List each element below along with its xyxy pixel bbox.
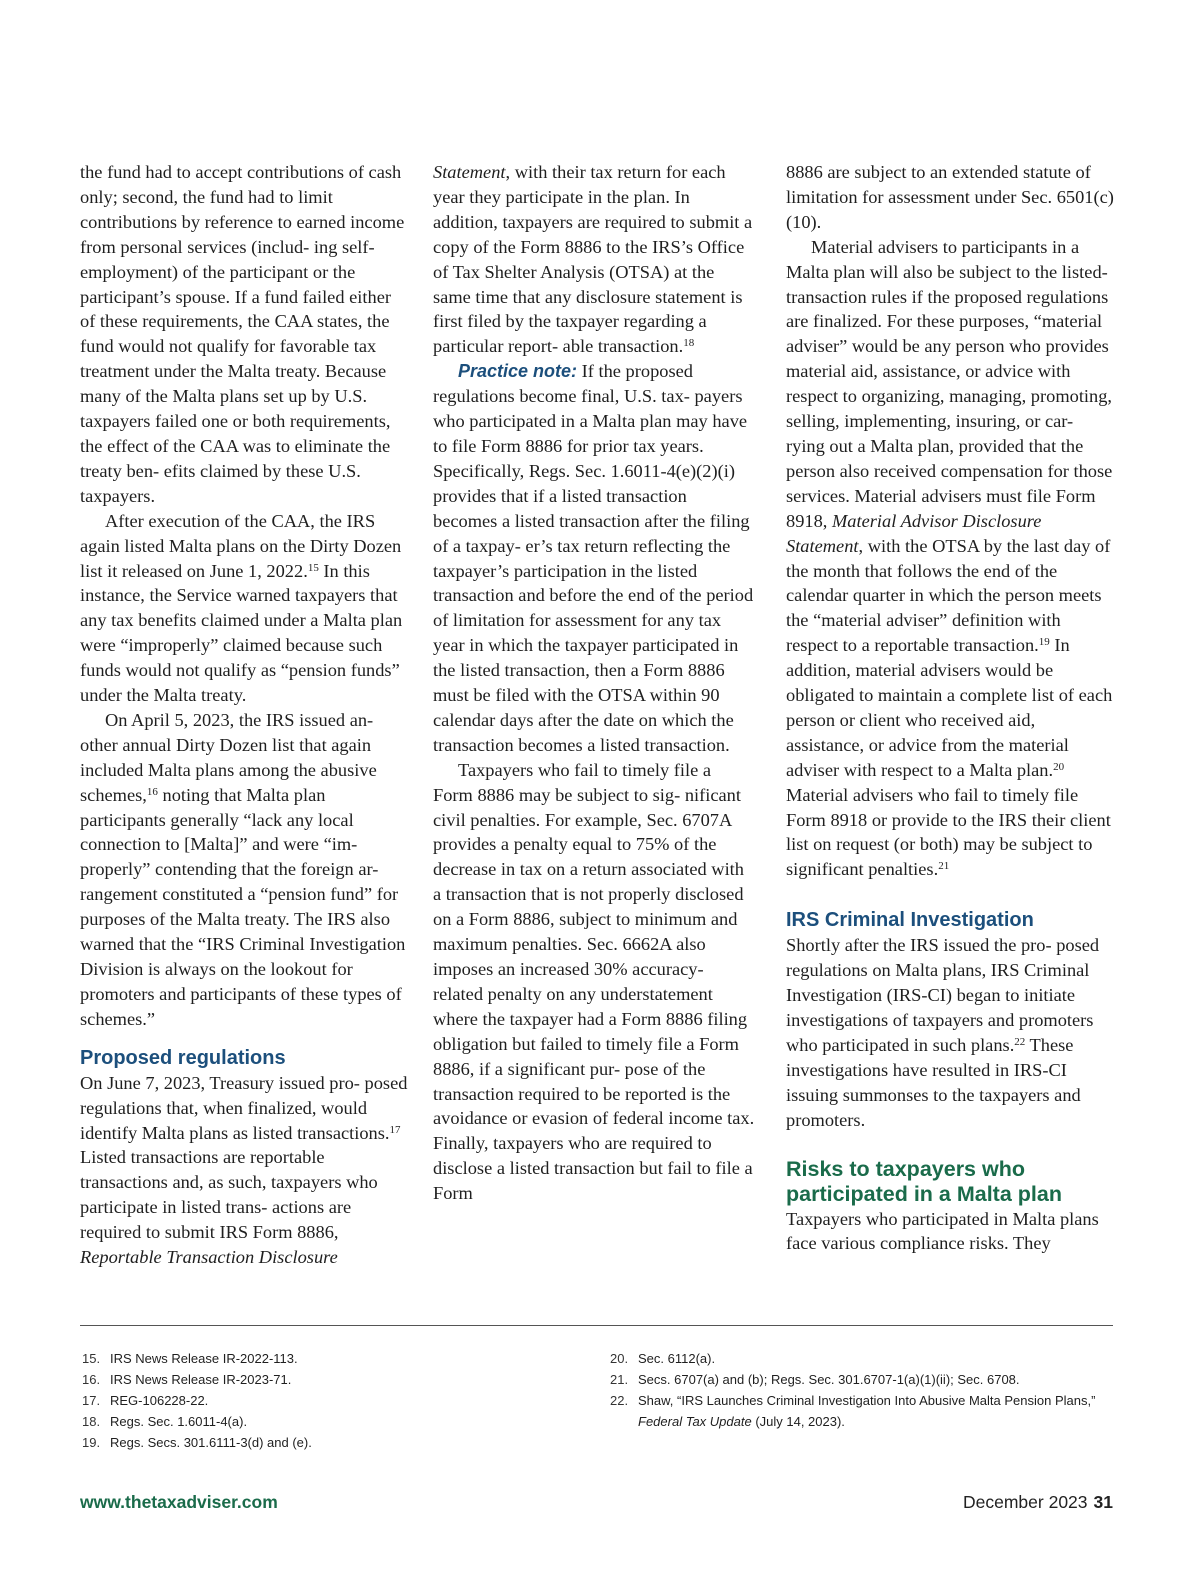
paragraph: the fund had to accept contributions of cash only; second, the fund had to limit contributions by reference to earned income from personal services (includ- ing self-employment) of the participant or the participant’s spouse. If a fund failed either of these requirements, the CAA states, the fund would not qualify for favorable tax treatment under the Malta treaty. Because many of the Malta plans set up by U.S. taxpayers failed one or both requirements, the effect of the CAA was to eliminate the treaty ben- efits claimed by these U.S. taxpayers. xyxy=(80,162,405,506)
column-3 xyxy=(786,160,1116,1256)
footnote-ref[interactable]: 22 xyxy=(1014,1035,1026,1048)
footnote-ref[interactable]: 19 xyxy=(1038,636,1050,649)
heading-risks-to-taxpayers: Risks to taxpayers who participated in a Malta plan xyxy=(786,1156,1062,1206)
footnotes-right xyxy=(610,1348,1115,1432)
practice-note-label: Practice note: xyxy=(458,361,578,382)
paragraph: Taxpayers who fail to timely file a Form 8886 may be subject to sig- nificant civil penalties. For example, Sec. 6707A provides a penalty equal to 75% of the decrease in tax on a return associated with a transaction that is not properly disclosed on a Form 8886, subject to minimum and maximum penalties. Sec. 6662A also imposes an increased 30% accuracy- related penalty on any understatement where the taxpayer had a Form 8886 filing obligation but failed to timely file a Form 8886, if a significant pur- pose of the transaction required to be reported is the avoidance or evasion of federal income tax. Finally, taxpayers who are required to disclose a listed transaction but fail to file a Form xyxy=(433,759,755,1204)
paragraph: On June 7, 2023, Treasury issued pro- posed regulations that, when finalized, would identify Malta plans as listed transactions.$^{17}$ Listed transactions are reportable transactions and, as such, taxpayers who participate in listed trans- actions are required to submit IRS Form 8886, Reportable Transaction Disclosure xyxy=(80,1072,408,1268)
paragraph: After execution of the CAA, the IRS again listed Malta plans on the Dirty Dozen list it released on June 1, 2022.15 In this instance, the Service warned taxpayers that any tax benefits claimed under a Malta plan were “improperly” claimed because such funds would not qualify as “pension funds” under the Malta treaty. xyxy=(80,510,403,706)
paragraph-practice-note: Practice note: If the proposed regulations become final, U.S. tax- payers who participated in a Malta plan may have to file Form 8886 for prior tax years. Specifically, Regs. Sec. 1.6011-4(e)(2)(i) provides that if a listed transaction becomes a listed transaction after the filing of a taxpay- er’s tax return reflecting the taxpayer’s participation in the listed transaction and before the end of the period of limitation for assessment for any tax year in which the taxpayer participated in the listed transaction, then a Form 8886 must be filed with the OTSA within 90 calendar days after the date on which the transaction becomes a listed transaction. xyxy=(433,361,754,755)
paragraph: On April 5, 2023, the IRS issued an- other annual Dirty Dozen list that again included Malta plans among the abusive schemes,$^{16}$ noting that Malta plan participants generally “lack any local connection to [Malta]” and were “im- properly” contending that the foreign ar- rangement constituted a “pension fund” for purposes of the Malta treaty. The IRS also warned that the “IRS Criminal Investigation Division is always on the lookout for promoters and participants of these types of schemes.” xyxy=(80,709,406,1029)
paragraph: Material advisers to participants in a Malta plan will also be subject to the listed-transaction rules if the proposed regulations are finalized. For these purposes, “material adviser” would be any person who provides material aid, assistance, or advice with respect to organizing, managing, promoting, selling, implementing, insuring, or car- rying out a Malta plan, provided that the person also received compensation for those services. Material advisers must file Form 8918, Material Advisor Disclosure Statement, with the OTSA by the last day of the month that follows the end of the calendar quarter in which the person meets the “material adviser” definition with respect to a reportable transaction.$^{19}$ In addition, material advisers would be obligated to maintain a complete list of each person or client who received aid, assistance, or advice from the material adviser with respect to a Malta plan.$^{20}$ Material advisers who fail to timely file Form 8918 or provide to the IRS their client list on request (or both) may be subject to significant penalties.$^{21}$ xyxy=(786,236,1113,880)
paragraph: Taxpayers who participated in Malta plans face various compliance risks. They xyxy=(786,1208,1099,1254)
page-number: 31 xyxy=(1093,1492,1113,1512)
footnote-ref[interactable]: 18 xyxy=(683,337,695,350)
footnote: 20. Sec. 6112(a). xyxy=(610,1351,716,1366)
heading-irs-criminal-investigation: IRS Criminal Investigation xyxy=(786,909,1034,932)
footnote-divider xyxy=(80,1325,1113,1326)
footnote: 17. REG-106228-22. xyxy=(82,1393,209,1408)
column-2 xyxy=(433,160,755,1206)
footnote: 19. Regs. Secs. 301.6111-3(d) and (e). xyxy=(82,1435,312,1450)
page-info xyxy=(963,1492,1113,1513)
footnotes-left xyxy=(82,1348,542,1453)
paragraph: Statement, with their tax return for each year they participate in the plan. In addition, taxpayers are required to submit a copy of the Form 8886 to the IRS’s Office of Tax Shelter Analysis (OTSA) at the same time that any disclosure statement is first filed by the taxpayer regarding a particular report- able transaction.$^{18}$ xyxy=(433,162,753,357)
footnote-ref[interactable]: 17 xyxy=(389,1123,401,1136)
issue-date: December 2023 xyxy=(963,1492,1088,1512)
paragraph: 8886 are subject to an extended statute of limitation for assessment under Sec. 6501(c)(10). xyxy=(786,162,1114,232)
footnote: 15. IRS News Release IR-2022-113. xyxy=(82,1351,298,1366)
footnote-ref[interactable]: 15 xyxy=(307,561,319,574)
footnote-ref[interactable]: 16 xyxy=(146,785,158,798)
heading-proposed-regulations: Proposed regulations xyxy=(80,1046,286,1069)
footnote-ref[interactable]: 21 xyxy=(938,860,950,873)
paragraph: Shortly after the IRS issued the pro- posed regulations on Malta plans, IRS Criminal Investigation (IRS-CI) began to initiate investigations of taxpayers and promoters who participated in such plans.$^{22}$ These investigations have resulted in IRS-CI issuing summonses to the taxpayers and promoters. xyxy=(786,935,1100,1130)
footnote-ref[interactable]: 20 xyxy=(1053,760,1065,773)
website-link[interactable]: www.thetaxadviser.com xyxy=(80,1492,278,1512)
footnote: 22. Shaw, “IRS Launches Criminal Investigation Into Abusive Malta Pension Plans,” Federal Tax Update (July 14, 2023). xyxy=(610,1393,1096,1429)
column-1 xyxy=(80,160,410,1270)
footnote: 21. Secs. 6707(a) and (b); Regs. Sec. 301.6707-1(a)(1)(ii); Sec. 6708. xyxy=(610,1372,1020,1387)
footnote: 16. IRS News Release IR-2023-71. xyxy=(82,1372,292,1387)
footnote: 18. Regs. Sec. 1.6011-4(a). xyxy=(82,1414,248,1429)
